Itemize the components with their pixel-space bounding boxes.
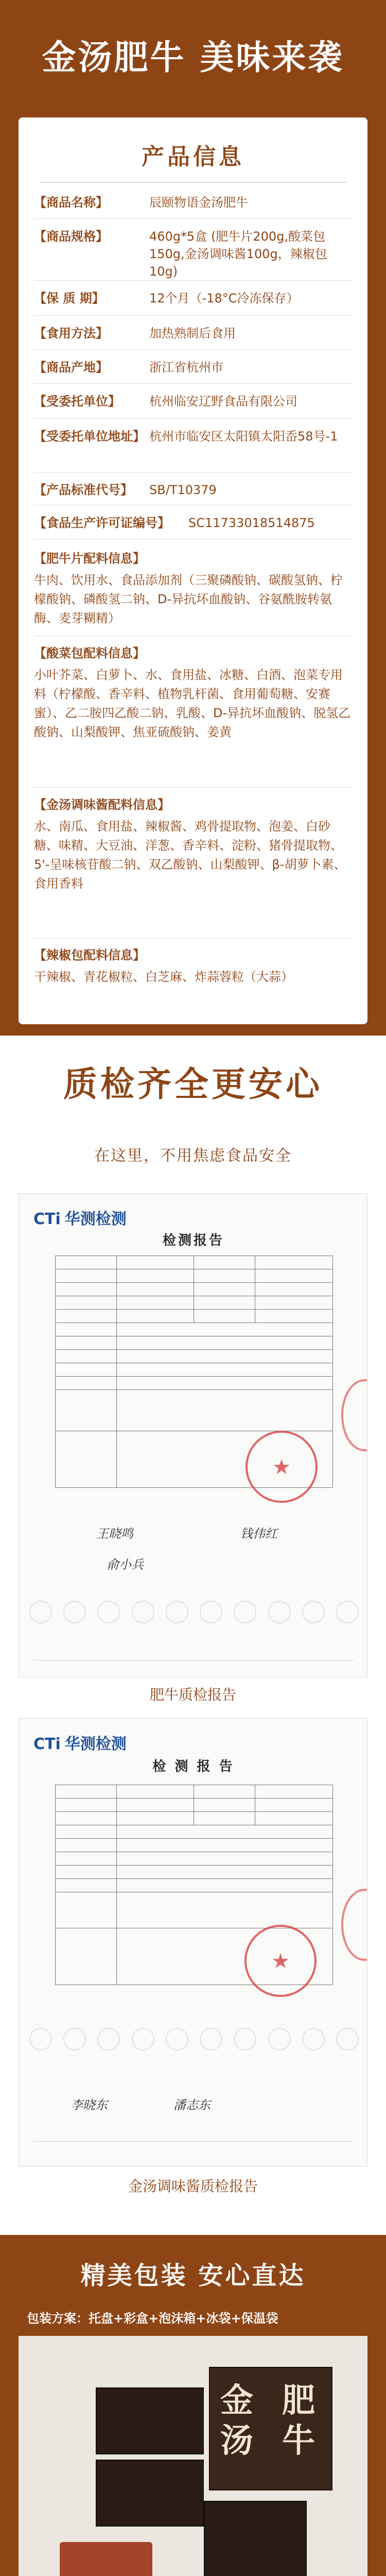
- signature: 俞小兵: [107, 1557, 144, 1572]
- cti-logo-cn: 华测检测: [64, 1210, 127, 1228]
- packaging-subtitle: 包装方案：托盘+彩盒+泡沫箱+冰袋+保温袋: [27, 2311, 278, 2326]
- gift-box: [96, 2460, 204, 2527]
- report-caption-sauce: 金汤调味酱质检报告: [128, 2178, 258, 2195]
- ingredient-text-sauerkraut: 小叶芥菜、白萝卜、水、食用盐、冰糖、白酒、泡菜专用料（柠檬酸、香辛料、植物乳杆菌、食用葡萄糖、安赛蜜）、乙二胺四乙酸二钠、乳酸、D-异抗坏血酸钠、脱氢乙酸钠、山梨酸钾、焦亚硫酸钠、姜黄: [34, 668, 351, 739]
- report-heading: 检测报告: [162, 1233, 224, 1248]
- divider: [34, 418, 352, 419]
- info-label: 【商品规格】: [34, 229, 108, 244]
- divider: [39, 182, 347, 183]
- signature: 李晓东: [71, 2098, 108, 2112]
- product-info-card: [19, 117, 367, 1024]
- divider: [33, 2141, 354, 2142]
- ingredient-title-beef: 【肥牛片配料信息】: [34, 551, 145, 566]
- report-heading: 检 测 报 告: [152, 1759, 235, 1774]
- stamp-edge: [341, 1379, 367, 1451]
- signature: 王晓鸣: [96, 1527, 133, 1541]
- ingredient-text-chili: 干辣椒、青花椒粒、白芝麻、炸蒜蓉粒（大蒜）: [34, 970, 293, 984]
- info-value: 460g*5盒 (肥牛片200g,酸菜包150g,金汤调味酱100g，辣椒包10g): [149, 229, 327, 279]
- box-text: 汤: [220, 2421, 253, 2460]
- signature: 潘志东: [173, 2098, 210, 2112]
- info-label: 【食用方法】: [34, 326, 108, 341]
- info-label: 【商品名称】: [34, 195, 108, 210]
- info-value: 加热熟制后食用: [149, 326, 236, 341]
- watermark-row: [29, 2028, 359, 2050]
- info-value: 辰颐物语金汤肥牛: [149, 195, 248, 210]
- packaging-title: 精美包装 安心直达: [80, 2261, 306, 2290]
- ingredient-text-sauce: 水、南瓜、食用盐、辣椒酱、鸡骨提取物、泡姜、白砂糖、味精、大豆油、洋葱、香辛料、淀粉、猪骨提取物、5'-呈味核苷酸二钠、双乙酸钠、山梨酸钾、β-胡萝卜素、食用香料: [34, 819, 346, 891]
- official-stamp: [245, 1431, 318, 1503]
- box-text: 牛: [282, 2421, 315, 2460]
- divider: [34, 280, 352, 281]
- info-value: SC11733018514875: [188, 516, 315, 530]
- ingredient-text-beef: 牛肉、饮用水、食品添加剂（三聚磷酸钠、碳酸氢钠、柠檬酸钠、磷酸氢二钠、D-异抗坏血酸钠、谷氨酰胺转氨酶、麦芽糊精）: [34, 573, 343, 625]
- cti-logo: [33, 1206, 127, 1229]
- info-value: 杭州市临安区太阳镇太阳岙58号-1: [149, 429, 338, 444]
- official-stamp: [244, 1925, 317, 1997]
- packaging-photo: [19, 2336, 367, 2576]
- hero-title: 金汤肥牛 美味来袭: [42, 38, 344, 77]
- divider: [34, 218, 352, 219]
- info-value: 浙江省杭州市: [149, 360, 223, 375]
- report-sauce: [19, 1718, 367, 2166]
- star-icon: ★: [271, 1950, 290, 1973]
- gift-box: [96, 2387, 204, 2454]
- info-value: 杭州临安辽野食品有限公司: [149, 394, 297, 409]
- stamp-edge: [341, 1889, 367, 1961]
- info-label: 【食品生产许可证编号】: [34, 516, 170, 530]
- info-label: 【产品标准代号】: [34, 483, 133, 497]
- info-label: 【保 质 期】: [34, 291, 104, 306]
- ingredient-title-sauerkraut: 【酸菜包配料信息】: [34, 646, 145, 660]
- info-label: 【受委托单位地址】: [34, 429, 145, 444]
- cti-logo: [33, 1731, 127, 1754]
- quality-title: 质检齐全更安心: [63, 1064, 323, 1104]
- signature: 钱伟红: [240, 1527, 277, 1541]
- divider: [34, 349, 352, 350]
- ingredient-title-sauce: 【金汤调味酱配料信息】: [34, 798, 170, 812]
- info-value: 12个月（-18°C冷冻保存）: [149, 291, 299, 306]
- product-info-section: [0, 0, 386, 1036]
- ingredient-title-chili: 【辣椒包配料信息】: [34, 948, 145, 962]
- report-caption-beef: 肥牛质检报告: [149, 1686, 236, 1703]
- info-label: 【受委托单位】: [34, 394, 120, 409]
- divider: [34, 315, 352, 316]
- gift-box: [204, 2501, 307, 2576]
- box-text: 金: [220, 2381, 253, 2420]
- divider: [34, 787, 352, 788]
- cti-logo-cn: 华测检测: [64, 1735, 127, 1753]
- beef-tray: [60, 2542, 152, 2576]
- cti-logo-en: CTi: [33, 1210, 61, 1228]
- info-value: SB/T10379: [149, 483, 217, 497]
- watermark-row: [29, 1601, 359, 1623]
- info-label: 【商品产地】: [34, 360, 108, 375]
- box-text: 肥: [282, 2381, 315, 2420]
- cti-logo-en: CTi: [33, 1735, 61, 1753]
- report-beef: [19, 1193, 367, 1677]
- quality-subtitle: 在这里，不用焦虑食品安全: [94, 1147, 292, 1165]
- divider: [34, 383, 352, 384]
- product-info-title: 产品信息: [142, 144, 244, 170]
- packaging-section: [0, 2235, 386, 2576]
- star-icon: ★: [272, 1455, 291, 1479]
- gift-box-lid: [209, 2367, 332, 2490]
